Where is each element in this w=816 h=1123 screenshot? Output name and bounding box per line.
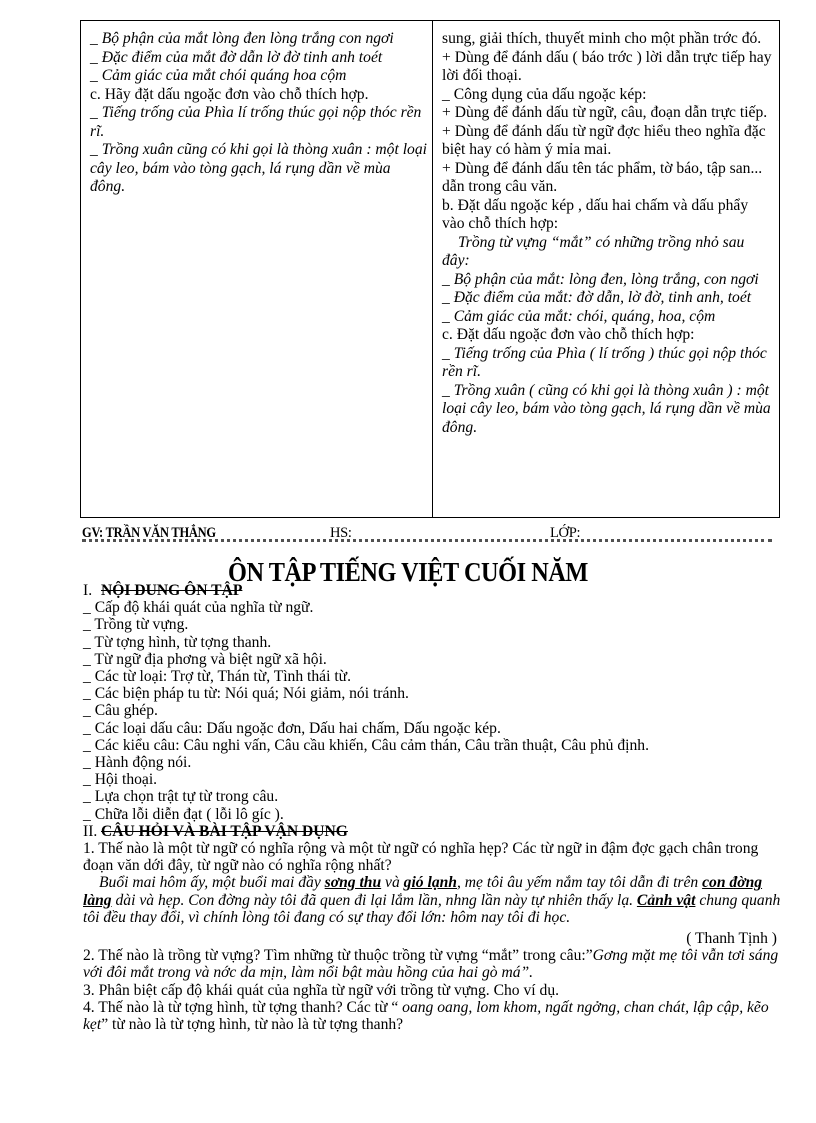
list-item: _ Các biện pháp tu từ: Nói quá; Nói giảm, nói tránh. (83, 685, 409, 703)
table-line: _ Trồng xuân ( cũng có khi gọi là thòng xuân ) : một loại cây leo, bám vào tòng gạch, lá rụng dần về mùa đông. (442, 381, 771, 436)
list-item: _ Lựa chọn trật tự từ trong câu. (83, 788, 279, 806)
table-line: _ Bộ phận của mắt lòng đen lòng trắng con ngơi (90, 30, 394, 47)
table-line: _ Đặc điểm của mắt đờ dẫn lờ đờ tinh anh toét (90, 48, 383, 66)
table-line: Trồng từ vựng “mắt” có những trồng nhỏ sau đây: (442, 233, 745, 269)
header-divider (82, 539, 772, 548)
table-line: _ Cảm giác của mắt chói quáng hoa cộm (90, 67, 347, 84)
list-item: _ Cấp độ khái quát của nghĩa từ ngữ. (83, 599, 314, 617)
bold-term: Cảnh vật (636, 891, 696, 909)
teacher-name: GV: TRẦN VĂN THẮNG (82, 525, 216, 541)
table-line: + Dùng để đánh dấu tên tác phẩm, tờ báo, tập san... dẫn trong câu văn. (442, 159, 763, 195)
table-line: _ Công dụng của dấu ngoặc kép: (442, 85, 647, 103)
section-heading (83, 582, 783, 599)
bold-term: con đờng làng (83, 874, 763, 909)
question-3: 3. Phân biệt cấp độ khái quát của nghĩa từ ngữ với trồng từ vựng. Cho ví dụ. (83, 981, 560, 999)
table-line: c. Hãy đặt dấu ngoặc đơn vào chỗ thích hợp. (90, 85, 369, 103)
question-4: 4. Thế nào là từ tợng hình, từ tợng thanh? Các từ “ oang oang, lom khom, ngất ngởng, chan chát, lập cập, kẽo kẹt” từ nào là từ tợng hình, từ nào là từ tợng thanh? (83, 998, 769, 1034)
section-number: I. (83, 582, 93, 599)
main-content (83, 582, 783, 1033)
list-item: _ Các kiểu câu: Câu nghi vấn, Câu cầu khiến, Câu cảm thán, Câu trần thuật, Câu phủ định. (83, 736, 649, 754)
student-label: HS: (330, 525, 352, 541)
bold-term: gió lạnh (403, 874, 457, 892)
section-title: NỘI DUNG ÔN TẬP (101, 582, 243, 599)
table-line: c. Đặt dấu ngoặc đơn vào chỗ thích hợp: (442, 326, 695, 343)
page-header (82, 523, 772, 547)
table-line: _ Bộ phận của mắt: lòng đen, lòng trắng, con ngơi (442, 270, 759, 288)
table-line: _ Tiếng trống của Phìa lí trống thúc gọi nộp thóc rền rĩ. (90, 104, 422, 140)
list-item: _ Từ tợng hình, từ tợng thanh. (83, 633, 272, 651)
quoted-passage: Buổi mai hôm ấy, một buổi mai đầy sơng thu và gió lạnh, mẹ tôi âu yếm nắm tay tôi dẫn đi trên con đờng làng dài và hẹp. Con đờng này tôi đã quen đi lại lắm lần, nhng lần này tự nhiên thấy lạ. Cảnh vật chung quanh tôi đều thay đổi, vì chính lòng tôi đang có sự thay đổi lớn: hôm nay tôi đi học. (83, 874, 781, 926)
list-item: _ Câu ghép. (83, 702, 158, 720)
answer-table (80, 20, 780, 518)
question-1: 1. Thế nào là một từ ngữ có nghĩa rộng và một từ ngữ có nghĩa hẹp? Các từ ngữ in đậm đợc gạch chân trong đoạn văn dới đây, từ ngữ nào có nghĩa rộng nhất? (83, 840, 759, 875)
table-line: _ Cảm giác của mắt: chói, quáng, hoa, cộm (442, 307, 716, 325)
table-line: _ Đặc điểm của mắt: đờ dẫn, lờ đờ, tinh anh, toét (442, 289, 752, 306)
table-line: sung, giải thích, thuyết minh cho một phần trớc đó. (442, 30, 762, 47)
table-line: _ Tiếng trống của Phìa ( lí trống ) thúc gọi nộp thóc rền rĩ. (442, 344, 767, 380)
section-title: CÂU HỎI VÀ BÀI TẬP VẬN DỤNG (101, 822, 348, 840)
table-line: b. Đặt dấu ngoặc kép , dấu hai chấm và dấu phẩy vào chỗ thích hợp: (442, 196, 749, 232)
list-item: _ Trồng từ vựng. (83, 616, 189, 634)
question-2-quote: Gơng mặt mẹ tôi vẫn tơi sáng với đôi mắt trong và nớc da mịn, làm nổi bật màu hồng của hai gò má”. (83, 947, 779, 982)
table-line: + Dùng để đánh dấu từ ngữ, câu, đoạn dẫn trực tiếp. (442, 104, 768, 121)
section-heading (83, 823, 783, 840)
question-4-words: oang oang, lom khom, ngất ngởng, chan chát, lập cập, kẽo kẹt (83, 998, 769, 1034)
list-item: _ Các loại dấu câu: Dấu ngoặc đơn, Dấu hai chấm, Dấu ngoặc kép. (83, 719, 501, 737)
list-item: _ Chữa lỗi diễn đạt ( lỗi lô gíc ). (83, 805, 284, 823)
table-line: _ Trồng xuân cũng có khi gọi là thòng xuân : một loại cây leo, bám vào tòng gạch, lá rụng dần về mùa đông. (90, 141, 427, 195)
list-item: _ Từ ngữ địa phơng và biệt ngữ xã hội. (83, 650, 327, 668)
list-item: _ Hành động nói. (83, 754, 192, 772)
bold-term: sơng thu (324, 874, 382, 892)
passage-source: ( Thanh Tịnh ) (686, 930, 777, 948)
section-number: II. (83, 822, 98, 840)
table-left-column (81, 21, 433, 517)
question-2: 2. Thế nào là trồng từ vựng? Tìm những từ thuộc trồng từ vựng “mắt” trong câu:”Gơng mặt mẹ tôi vẫn tơi sáng với đôi mắt trong và nớc da mịn, làm nổi bật màu hồng của hai gò má”. (83, 947, 779, 982)
list-item: _ Các từ loại: Trợ từ, Thán từ, Tình thái từ. (83, 668, 352, 686)
class-label: LỚP: (550, 525, 581, 541)
table-line: + Dùng để đánh dấu ( báo trớc ) lời dẫn trực tiếp hay lời đối thoại. (442, 48, 772, 84)
table-line: + Dùng để đánh dấu từ ngữ đợc hiểu theo nghĩa đặc biệt hay có hàm ý mỉa mai. (442, 122, 766, 158)
table-right-column (433, 21, 779, 517)
page-title: ÔN TẬP TIẾNG VIỆT CUỐI NĂM (228, 557, 588, 587)
list-item: _ Hội thoại. (83, 771, 158, 789)
